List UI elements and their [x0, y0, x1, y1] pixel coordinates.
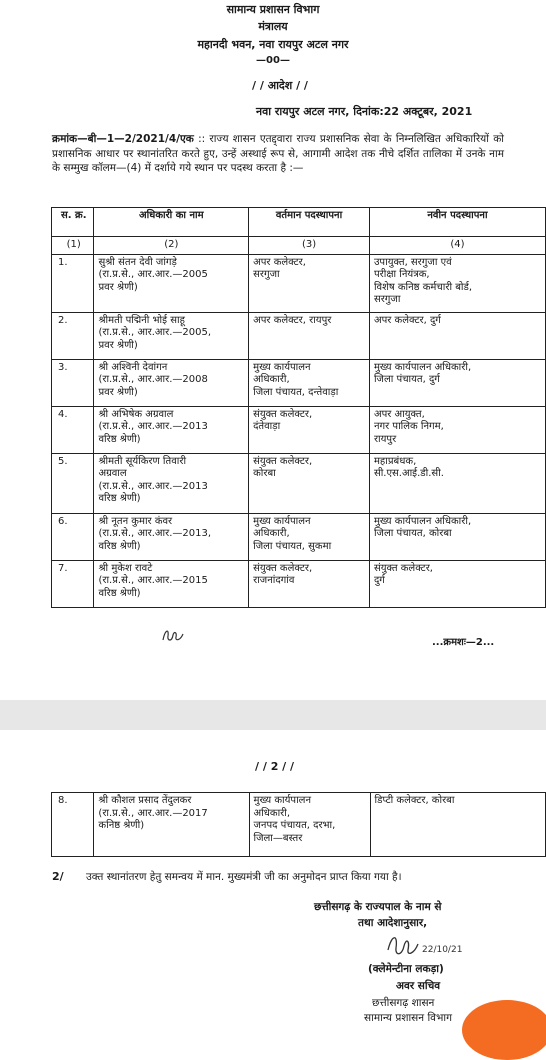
row-new-posting: महाप्रबंधक, सी.एस.आई.डी.सी.	[369, 453, 545, 513]
page-gap	[0, 700, 546, 730]
order-intro-text: :: राज्य शासन एतद्द्वारा राज्य प्रशासनिक सेवा के निम्नलिखित अधिकारियों को प्रशासनिक आधार पर स्थानांतरित करते हुए, उन्हें अस्थाई रूप से, आगामी आदेश तक नीचे दर्शित तालिका में उनके नाम के सम्मुख कॉलम—(4) में दर्शाये गये स्थान पर पदस्थ करता है :—	[52, 133, 504, 174]
approval-note: उक्त स्थानांतरण हेतु समन्वय में मान. मुख्यमंत्री जी का अनुमोदन प्राप्त किया गया है।	[86, 871, 402, 883]
address-header: महानदी भवन, नवा रायपुर अटल नगर	[197, 38, 349, 51]
col-header-sn: स. क्र.	[52, 208, 94, 237]
row-current-posting: संयुक्त कलेक्टर, कोरबा	[249, 453, 370, 513]
row-officer-name: श्री मुकेश रावटे (रा.प्र.से., आर.आर.—2015 वरिष्ठ श्रेणी)	[94, 560, 249, 607]
row-officer-name: श्रीमती सूर्यकिरण तिवारी अग्रवाल (रा.प्र.से., आर.आर.—2013 वरिष्ठ श्रेणी)	[94, 453, 249, 513]
transfer-table-continued	[51, 792, 546, 857]
order-heading: / / आदेश / /	[252, 79, 308, 92]
table-row	[52, 406, 546, 453]
point-number: 2/	[52, 870, 64, 883]
table-header-row	[52, 208, 546, 237]
row-sn: 5.	[52, 453, 94, 513]
row-new-posting: डिप्टी कलेक्टर, कोरबा	[370, 793, 545, 857]
table-row	[52, 513, 546, 560]
col-header-new: नवीन पदस्थापना	[369, 208, 545, 237]
row-sn: 8.	[52, 793, 94, 857]
table-row	[52, 793, 546, 857]
row-new-posting: अपर कलेक्टर, दुर्ग	[369, 312, 545, 359]
overlay-button-partial[interactable]	[462, 1000, 546, 1060]
row-sn: 6.	[52, 513, 94, 560]
col-number: (3)	[249, 237, 370, 255]
table-row	[52, 453, 546, 513]
row-current-posting: अपर कलेक्टर, रायपुर	[249, 312, 370, 359]
row-sn: 2.	[52, 312, 94, 359]
document-page-2	[0, 730, 546, 1024]
signatory-department: सामान्य प्रशासन विभाग	[364, 1012, 453, 1024]
row-sn: 3.	[52, 359, 94, 406]
continuation-note: ...क्रमशः—2...	[432, 637, 495, 648]
row-officer-name: श्री कौशल प्रसाद तेंदुलकर (रा.प्र.से., आर.आर.—2017 कनिष्ठ श्रेणी)	[94, 793, 249, 857]
row-officer-name: श्री अश्विनी देवांगन (रा.प्र.से., आर.आर.—2008 प्रवर श्रेणी)	[94, 359, 249, 406]
row-new-posting: अपर आयुक्त, नगर पालिक निगम, रायपुर	[369, 406, 545, 453]
row-current-posting: संयुक्त कलेक्टर, दंतेवाड़ा	[249, 406, 370, 453]
row-officer-name: श्री नूतन कुमार कंवर (रा.प्र.से., आर.आर.—2013, वरिष्ठ श्रेणी)	[94, 513, 249, 560]
col-header-name: अधिकारी का नाम	[94, 208, 249, 237]
col-number: (1)	[52, 237, 94, 255]
initials-mark	[160, 626, 186, 644]
col-number: (2)	[94, 237, 249, 255]
row-current-posting: अपर कलेक्टर, सरगुजा	[249, 254, 370, 312]
row-current-posting: मुख्य कार्यपालन अधिकारी, जिला पंचायत, सुकमा	[249, 513, 370, 560]
table-row	[52, 254, 546, 312]
row-current-posting: संयुक्त कलेक्टर, राजनांदगांव	[249, 560, 370, 607]
order-place-date: नवा रायपुर अटल नगर, दिनांक:22 अक्टूबर, 2021	[256, 105, 473, 118]
row-sn: 4.	[52, 406, 94, 453]
table-row	[52, 312, 546, 359]
col-header-current: वर्तमान पदस्थापना	[249, 208, 370, 237]
signature-line-1: छत्तीसगढ़ के राज्यपाल के नाम से	[314, 901, 442, 913]
signatory-designation: अवर सचिव	[396, 980, 441, 992]
signature-line-2: तथा आदेशानुसार,	[358, 917, 428, 929]
row-sn: 1.	[52, 254, 94, 312]
row-current-posting: मुख्य कार्यपालन अधिकारी, जिला पंचायत, दन्तेवाड़ा	[249, 359, 370, 406]
signature-date: 22/10/21	[422, 945, 463, 955]
row-officer-name: सुश्री संतन देवी जांगड़े (रा.प्र.से., आर.आर.—2005 प्रवर श्रेणी)	[94, 254, 249, 312]
header-separator: —00—	[256, 55, 290, 66]
handwritten-signature	[384, 930, 480, 962]
table-colnum-row	[52, 237, 546, 255]
order-number: क्रमांक—बी—1—2/2021/4/एक	[52, 133, 194, 145]
row-new-posting: मुख्य कार्यपालन अधिकारी, जिला पंचायत, कोरबा	[369, 513, 545, 560]
row-officer-name: श्री अभिषेक अग्रवाल (रा.प्र.से., आर.आर.—2013 वरिष्ठ श्रेणी)	[94, 406, 249, 453]
signatory-government: छत्तीसगढ़ शासन	[372, 997, 435, 1009]
row-new-posting: मुख्य कार्यपालन अधिकारी, जिला पंचायत, दुर्ग	[369, 359, 545, 406]
transfer-table	[51, 207, 546, 608]
order-intro	[52, 132, 504, 176]
row-officer-name: श्रीमती पद्मिनी भोई साहू (रा.प्र.से., आर.आर.—2005, प्रवर श्रेणी)	[94, 312, 249, 359]
signatory-name: (क्लेमेन्टीना लकड़ा)	[368, 963, 444, 975]
page-marker: / / 2 / /	[255, 760, 295, 773]
office-header: मंत्रालय	[258, 20, 288, 33]
row-new-posting: उपायुक्त, सरगुजा एवं परीक्षा नियंत्रक, विशेष कनिष्ठ कर्मचारी बोर्ड, सरगुजा	[369, 254, 545, 312]
col-number: (4)	[369, 237, 545, 255]
table-row	[52, 560, 546, 607]
table-row	[52, 359, 546, 406]
row-current-posting: मुख्य कार्यपालन अधिकारी, जनपद पंचायत, दरभा, जिला—बस्तर	[249, 793, 370, 857]
department-header: सामान्य प्रशासन विभाग	[226, 3, 320, 16]
row-new-posting: संयुक्त कलेक्टर, दुर्ग	[369, 560, 545, 607]
row-sn: 7.	[52, 560, 94, 607]
